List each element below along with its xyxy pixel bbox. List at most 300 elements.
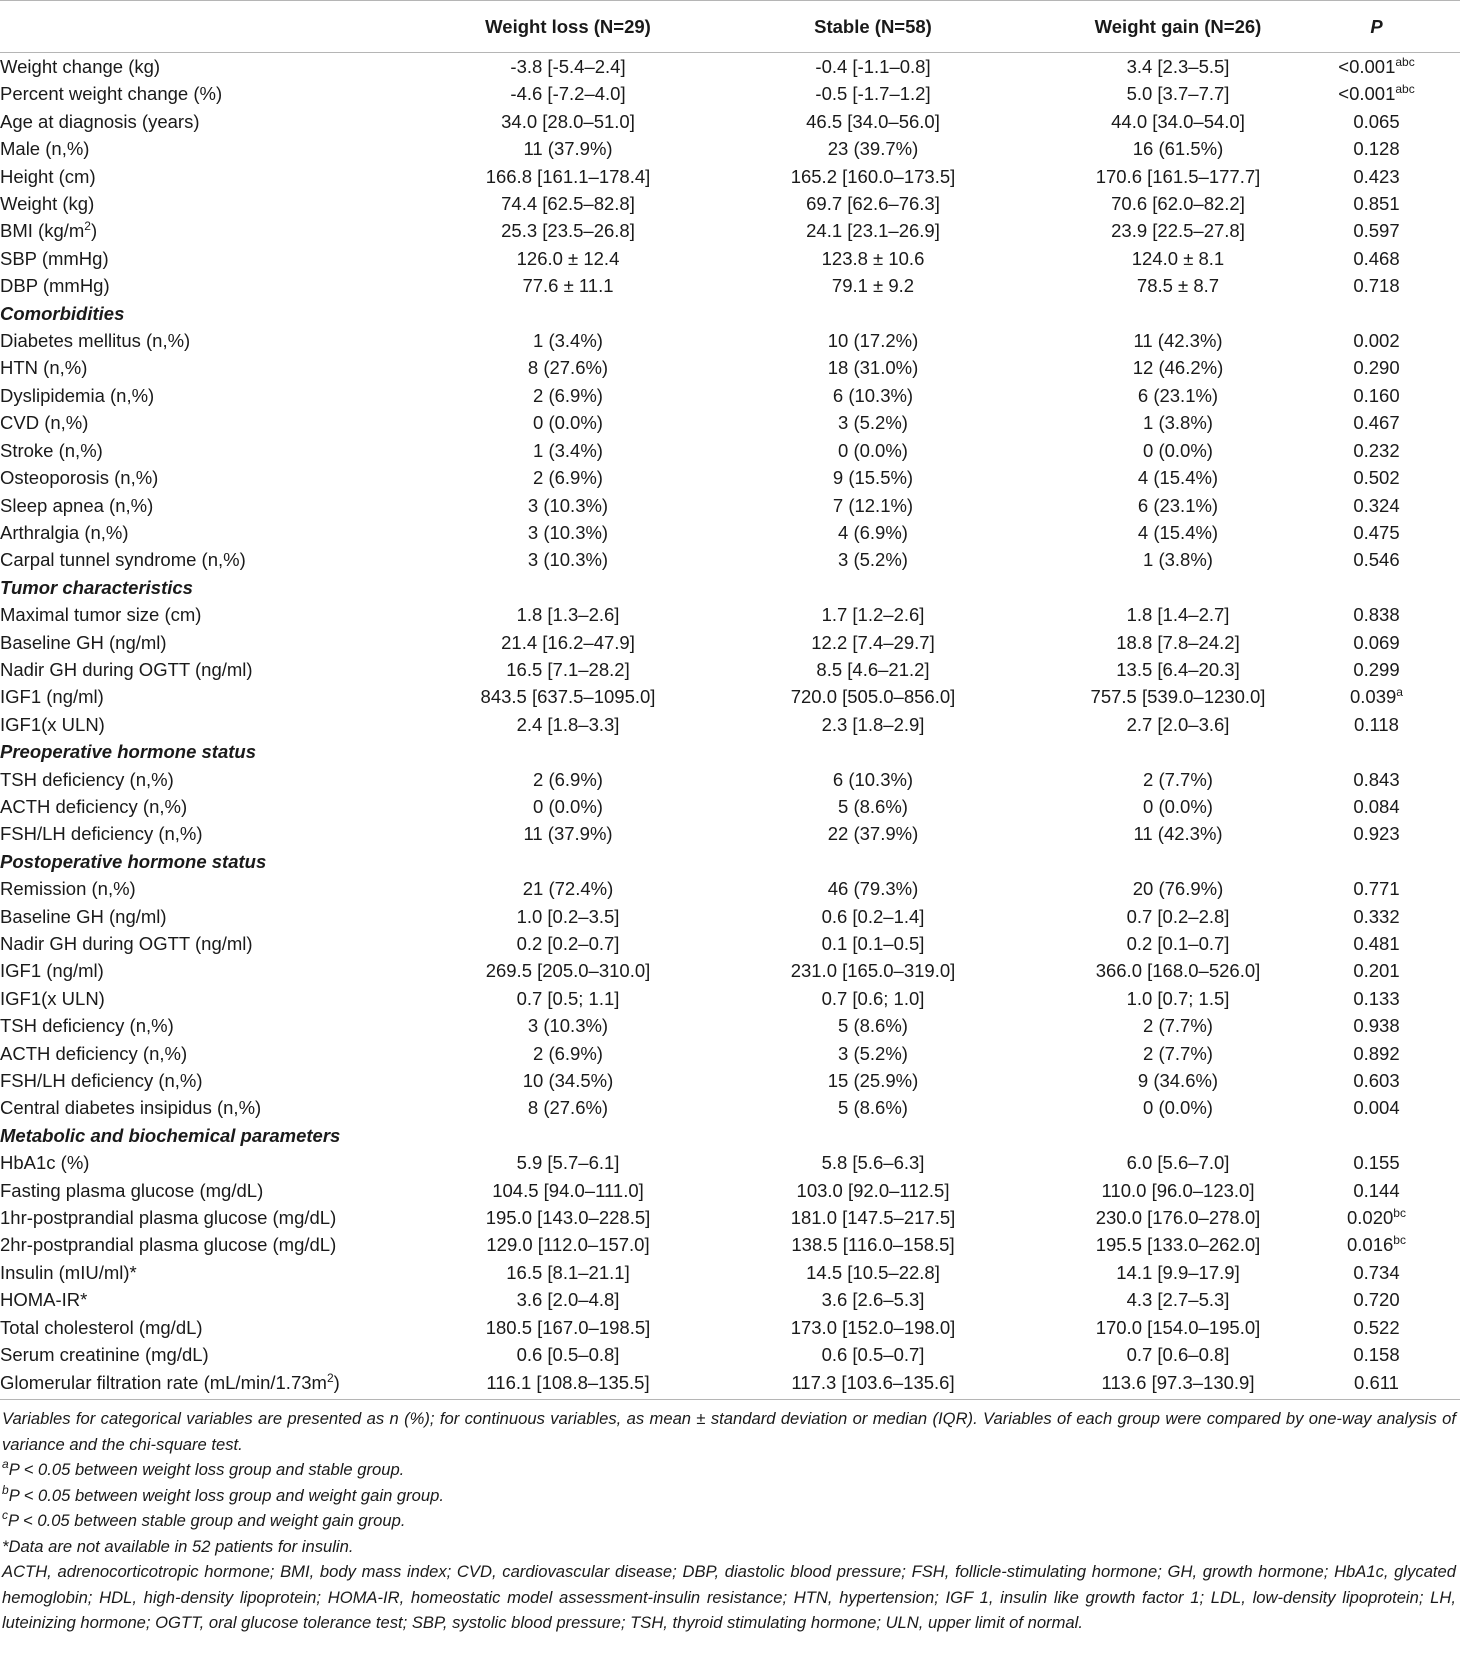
cell-stable: 0.6 [0.5–0.7] (821, 1344, 925, 1366)
row-label (0, 272, 453, 299)
p-value-text: 0.158 (1353, 1344, 1400, 1366)
row-label-text: Maximal tumor size (cm) (0, 604, 202, 626)
cell-stable: 123.8 ± 10.6 (821, 247, 925, 269)
table-row (0, 80, 1460, 107)
cell-weight-gain: 1 (3.8%) (1143, 412, 1213, 434)
cell-stable: 0 (0.0%) (838, 439, 908, 461)
cell-stable: 1.7 [1.2–2.6] (821, 604, 925, 626)
row-label (0, 629, 453, 656)
p-value-text: 0.201 (1353, 960, 1400, 982)
cell-weight-loss: 34.0 [28.0–51.0] (501, 110, 635, 132)
p-value-superscript: bc (1393, 1206, 1406, 1221)
row-label-text: HOMA-IR* (0, 1289, 88, 1311)
p-value-text: 0.020 (1347, 1207, 1394, 1229)
section-title: Tumor characteristics (0, 576, 193, 598)
row-label (0, 1369, 453, 1400)
cell-weight-loss: 11 (37.9%) (523, 138, 613, 160)
row-label-text: TSH deficiency (n,%) (0, 1015, 174, 1037)
cell-weight-gain: 12 (46.2%) (1132, 357, 1224, 379)
p-value-text: 0.603 (1353, 1070, 1400, 1092)
cell-p-value (1293, 903, 1460, 930)
table-row (0, 53, 1460, 81)
row-label (0, 1040, 453, 1067)
cell-weight-loss: 104.5 [94.0–111.0] (492, 1179, 644, 1201)
cell-weight-loss: 5.9 [5.7–6.1] (516, 1152, 620, 1174)
table-header (0, 1, 1460, 53)
cell-weight-loss: 25.3 [23.5–26.8] (501, 220, 635, 242)
cell-weight-gain: 11 (42.3%) (1133, 330, 1223, 352)
cell-weight-gain: 2.7 [2.0–3.6] (1126, 713, 1230, 735)
row-label-text: Age at diagnosis (years) (0, 110, 200, 132)
cell-weight-gain: 1.0 [0.7; 1.5] (1126, 987, 1230, 1009)
table-row (0, 1259, 1460, 1286)
cell-weight-gain: 78.5 ± 8.7 (1136, 275, 1220, 297)
cell-p-value (1293, 190, 1460, 217)
cell-stable: 8.5 [4.6–21.2] (816, 658, 930, 680)
row-label-text: ACTH deficiency (n,%) (0, 795, 188, 817)
cell-stable: 5 (8.6%) (838, 795, 908, 817)
cell-p-value (1293, 1204, 1460, 1231)
cell-weight-loss: 2.4 [1.8–3.3] (516, 713, 620, 735)
p-value-text: 0.002 (1353, 330, 1400, 352)
cell-p-value (1293, 245, 1460, 272)
cell-weight-loss: -3.8 [-5.4–2.4] (510, 56, 626, 77)
p-value-superscript: bc (1393, 1233, 1406, 1248)
cell-weight-loss: 8 (27.6%) (527, 357, 609, 379)
table-row (0, 1204, 1460, 1231)
cell-weight-loss: 3.6 [2.0–4.8] (516, 1289, 620, 1311)
cell-weight-gain: 230.0 [176.0–278.0] (1095, 1207, 1261, 1229)
p-value-text: 0.502 (1353, 467, 1400, 489)
cell-weight-gain: 70.6 [62.0–82.2] (1111, 193, 1245, 215)
row-label-text: DBP (mmHg) (0, 275, 110, 297)
cell-p-value (1293, 354, 1460, 381)
cell-stable: 231.0 [165.0–319.0] (790, 960, 956, 982)
row-label-tail: ) (90, 220, 98, 242)
footnote-c-marker: c (2, 1508, 8, 1522)
row-label (0, 217, 453, 244)
cell-weight-loss: 3 (10.3%) (527, 494, 609, 516)
cell-weight-loss: 2 (6.9%) (533, 1042, 603, 1064)
row-label-text: Baseline GH (ng/ml) (0, 631, 167, 653)
note-general: Variables for categorical variables are presented as n (%); for continuous variables, as mean ± standard deviation or median (IQR). Variables of each group were compared by one-way analysis of variance and the chi-square test. (2, 1409, 1456, 1454)
row-label (0, 1177, 453, 1204)
p-value-superscript: abc (1395, 55, 1415, 69)
cell-weight-loss: 1 (3.4%) (533, 330, 603, 352)
row-label-text: Stroke (n,%) (0, 439, 103, 461)
row-label-superscript: 2 (84, 219, 91, 234)
row-label-text: Osteoporosis (n,%) (0, 467, 159, 489)
cell-weight-gain: 0 (0.0%) (1143, 795, 1213, 817)
cell-weight-loss: 77.6 ± 11.1 (522, 275, 614, 297)
cell-weight-loss: 129.0 [112.0–157.0] (486, 1234, 650, 1256)
table-row (0, 163, 1460, 190)
row-label (0, 985, 453, 1012)
cell-stable: 15 (25.9%) (827, 1070, 919, 1092)
cell-weight-gain: 20 (76.9%) (1132, 878, 1224, 900)
p-value-text: 0.771 (1353, 878, 1400, 900)
table-row (0, 656, 1460, 683)
cell-stable: 0.7 [0.6; 1.0] (821, 987, 925, 1009)
cell-stable: 181.0 [147.5–217.5] (790, 1207, 956, 1229)
note-abbreviations: ACTH, adrenocorticotropic hormone; BMI, body mass index; CVD, cardiovascular disease; DBP, diastolic blood pressure; FSH, follicle-stimulating hormone; GH, growth hormone; HbA1c, glycated hemoglobin; HDL, high-density lipoprotein; HOMA-IR, homeostatic model assessment-insulin resistance; HTN, hypertension; IGF 1, insulin like growth factor 1; LDL, low-density lipoprotein; LH, luteinizing hormone; OGTT, oral glucose tolerance test; SBP, systolic blood pressure; TSH, thyroid stimulating hormone; ULN, upper limit of normal. (2, 1562, 1456, 1632)
cell-p-value (1293, 1231, 1460, 1258)
p-value-text: <0.001 (1338, 56, 1396, 77)
cell-stable: 22 (37.9%) (827, 823, 919, 845)
footnote-c (2, 1508, 1456, 1534)
table-row (0, 1231, 1460, 1258)
p-value-text: 0.892 (1353, 1042, 1400, 1064)
table-row (0, 519, 1460, 546)
table-row (0, 1012, 1460, 1039)
cell-stable: 173.0 [152.0–198.0] (790, 1316, 956, 1338)
table-row (0, 766, 1460, 793)
cell-p-value (1293, 1012, 1460, 1039)
cell-stable: 79.1 ± 9.2 (831, 275, 915, 297)
cell-stable: 0.1 [0.1–0.5] (821, 933, 925, 954)
cell-weight-gain: 0.7 [0.2–2.8] (1126, 905, 1230, 927)
cell-weight-loss: 0 (0.0%) (533, 412, 603, 434)
row-label-tail: ) (333, 1371, 340, 1393)
row-label (0, 1231, 453, 1258)
p-value-text: 0.475 (1353, 521, 1400, 543)
p-value-text: 0.004 (1353, 1097, 1400, 1119)
row-label (0, 190, 453, 217)
cell-weight-gain: 44.0 [34.0–54.0] (1111, 110, 1245, 132)
cell-p-value (1293, 519, 1460, 546)
cell-weight-gain: 1.8 [1.4–2.7] (1126, 604, 1230, 626)
cell-weight-loss: -4.6 [-7.2–4.0] (510, 83, 626, 105)
cell-weight-gain: 170.0 [154.0–195.0] (1095, 1316, 1261, 1338)
cell-weight-gain: 195.5 [133.0–262.0] (1095, 1234, 1261, 1256)
cell-weight-loss: 3 (10.3%) (527, 521, 609, 543)
row-label-text: Weight change (kg) (0, 56, 161, 77)
p-value-text: 0.332 (1353, 905, 1400, 927)
row-label-text: Central diabetes insipidus (n,%) (0, 1097, 262, 1119)
footnote-b-marker: b (2, 1482, 9, 1497)
footnote-a-marker: a (2, 1457, 9, 1471)
p-value-text: 0.718 (1353, 275, 1400, 297)
cell-stable: 69.7 [62.6–76.3] (806, 193, 940, 215)
p-value-text: 0.039 (1350, 686, 1397, 708)
cell-p-value (1293, 53, 1460, 81)
cell-weight-gain: 170.6 [161.5–177.7] (1095, 165, 1261, 187)
cell-weight-gain: 110.0 [96.0–123.0] (1101, 1179, 1255, 1201)
cell-p-value (1293, 957, 1460, 984)
cell-weight-loss: 3 (10.3%) (527, 1015, 609, 1037)
table-row (0, 820, 1460, 847)
cell-weight-gain: 11 (42.3%) (1133, 823, 1223, 845)
cell-weight-loss: 269.5 [205.0–310.0] (485, 960, 651, 982)
row-label-text: SBP (mmHg) (0, 247, 109, 269)
cell-p-value (1293, 327, 1460, 354)
cell-p-value (1293, 1259, 1460, 1286)
cell-weight-loss: 21 (72.4%) (522, 878, 614, 900)
cell-p-value (1293, 629, 1460, 656)
table-row (0, 629, 1460, 656)
cell-stable: 3 (5.2%) (838, 549, 908, 571)
section-header-row (0, 300, 1460, 327)
section-title: Comorbidities (0, 302, 125, 324)
table-row (0, 875, 1460, 902)
row-label-text: IGF1(x ULN) (0, 987, 105, 1009)
p-value-text: 0.155 (1353, 1152, 1400, 1174)
cell-weight-loss: 3 (10.3%) (527, 549, 609, 571)
row-label-text: Diabetes mellitus (n,%) (0, 330, 191, 352)
row-label-text: IGF1 (ng/ml) (0, 686, 104, 708)
footnote-b (2, 1483, 1456, 1509)
p-value-text: 0.299 (1353, 658, 1400, 680)
p-value-text: 0.611 (1354, 1371, 1399, 1393)
row-label (0, 437, 453, 464)
row-label (0, 1149, 453, 1176)
p-value-text: 0.016 (1347, 1234, 1394, 1256)
row-label-text: FSH/LH deficiency (n,%) (0, 823, 203, 845)
row-label-text: BMI (kg/m (0, 220, 85, 242)
row-label-superscript: 2 (326, 1370, 334, 1385)
row-label (0, 80, 453, 107)
row-label (0, 519, 453, 546)
row-label-text: IGF1 (ng/ml) (0, 960, 104, 982)
cell-weight-loss: 11 (37.9%) (523, 823, 613, 845)
section-title: Postoperative hormone status (0, 850, 267, 872)
row-label (0, 1012, 453, 1039)
cell-weight-loss: 8 (27.6%) (527, 1097, 609, 1119)
cell-weight-gain: 2 (7.7%) (1143, 1042, 1213, 1064)
cell-stable: 138.5 [116.0–158.5] (791, 1234, 955, 1256)
cell-stable: 165.2 [160.0–173.5] (790, 165, 956, 187)
p-value-superscript: abc (1395, 82, 1415, 97)
cell-stable: 9 (15.5%) (832, 467, 914, 489)
cell-weight-gain: 16 (61.5%) (1132, 138, 1224, 160)
table-row (0, 464, 1460, 491)
cell-weight-loss: 2 (6.9%) (533, 467, 603, 489)
cell-weight-loss: 1 (3.4%) (533, 439, 603, 461)
cell-weight-gain: 4.3 [2.7–5.3] (1126, 1289, 1230, 1311)
table-row (0, 1094, 1460, 1121)
cell-weight-loss: 2 (6.9%) (533, 384, 603, 406)
cell-stable: 6 (10.3%) (832, 768, 914, 790)
row-label (0, 820, 453, 847)
row-label (0, 875, 453, 902)
cell-p-value (1293, 766, 1460, 793)
row-label-text: Weight (kg) (0, 193, 95, 215)
p-value-text: 0.065 (1353, 110, 1400, 132)
cell-weight-loss: 1.0 [0.2–3.5] (516, 905, 620, 927)
cell-weight-loss: 843.5 [637.5–1095.0] (480, 686, 656, 708)
table-row (0, 683, 1460, 710)
cell-p-value (1293, 492, 1460, 519)
p-value-text: 0.128 (1353, 138, 1400, 160)
cell-weight-gain: 13.5 [6.4–20.3] (1116, 658, 1240, 680)
row-label-text: Dyslipidemia (n,%) (0, 384, 155, 406)
cell-p-value (1293, 1040, 1460, 1067)
cell-p-value (1293, 875, 1460, 902)
cell-p-value (1293, 1067, 1460, 1094)
table-row (0, 601, 1460, 628)
row-label-text: 1hr-postprandial plasma glucose (mg/dL) (0, 1207, 337, 1229)
row-label-text: Carpal tunnel syndrome (n,%) (0, 549, 246, 571)
table-row (0, 1067, 1460, 1094)
table-row (0, 1149, 1460, 1176)
cell-stable: 720.0 [505.0–856.0] (790, 686, 956, 708)
cell-weight-loss: 0.7 [0.5; 1.1] (516, 987, 620, 1009)
table-notes (2, 1406, 1456, 1636)
cell-p-value (1293, 711, 1460, 738)
cell-stable: 5 (8.6%) (838, 1097, 908, 1119)
cell-p-value (1293, 656, 1460, 683)
p-value-superscript: a (1396, 685, 1403, 700)
row-label-text: Sleep apnea (n,%) (0, 494, 154, 516)
row-label-text: Nadir GH during OGTT (ng/ml) (0, 658, 253, 680)
cell-weight-gain: 3.4 [2.3–5.5] (1126, 56, 1230, 77)
table-row (0, 135, 1460, 162)
row-label-text: Fasting plasma glucose (mg/dL) (0, 1179, 264, 1201)
cell-stable: 3.6 [2.6–5.3] (821, 1289, 925, 1311)
section-header-row (0, 574, 1460, 601)
footnote-b-text: P < 0.05 between weight loss group and weight gain group. (8, 1485, 444, 1505)
footnote-a-text: P < 0.05 between weight loss group and stable group. (8, 1460, 405, 1479)
table-row (0, 1177, 1460, 1204)
p-value-text: 0.734 (1353, 1261, 1400, 1283)
row-label-text: Height (cm) (0, 165, 96, 187)
row-label-text: FSH/LH deficiency (n,%) (0, 1070, 203, 1092)
section-header-row (0, 848, 1460, 875)
cell-p-value (1293, 820, 1460, 847)
table-row (0, 1040, 1460, 1067)
p-value-text: <0.001 (1338, 83, 1396, 105)
cell-p-value (1293, 437, 1460, 464)
row-label-text: ACTH deficiency (n,%) (0, 1042, 188, 1064)
p-value-text: 0.843 (1353, 768, 1400, 790)
cell-p-value (1293, 601, 1460, 628)
cell-weight-gain: 6.0 [5.6–7.0] (1126, 1152, 1230, 1174)
cell-stable: 24.1 [23.1–26.9] (806, 220, 940, 242)
cell-p-value (1293, 409, 1460, 436)
cell-p-value (1293, 1094, 1460, 1121)
cell-stable: -0.4 [-1.1–0.8] (815, 56, 931, 77)
section-header-row (0, 1122, 1460, 1149)
row-label (0, 711, 453, 738)
row-label-text: Percent weight change (%) (0, 83, 223, 105)
table-row (0, 711, 1460, 738)
row-label (0, 382, 453, 409)
cell-weight-gain: 6 (23.1%) (1137, 494, 1219, 516)
table-row (0, 903, 1460, 930)
row-label-text: Baseline GH (ng/ml) (0, 905, 167, 927)
cell-stable: 3 (5.2%) (838, 412, 908, 434)
p-value-text: 0.084 (1353, 795, 1400, 817)
cell-weight-gain: 113.6 [97.3–130.9] (1063, 1369, 1293, 1400)
cell-p-value (1293, 930, 1460, 957)
cell-weight-loss: 180.5 [167.0–198.5] (485, 1316, 651, 1338)
column-header-weight-loss: Weight loss (N=29) (453, 1, 683, 53)
row-label (0, 1067, 453, 1094)
p-value-text: 0.597 (1353, 220, 1400, 242)
cell-weight-gain: 4 (15.4%) (1137, 521, 1219, 543)
p-value-text: 0.546 (1353, 549, 1400, 571)
section-header-row (0, 738, 1460, 765)
cell-p-value (1293, 1177, 1460, 1204)
p-value-text: 0.720 (1353, 1289, 1400, 1311)
table-row (0, 327, 1460, 354)
cell-weight-gain: 124.0 ± 8.1 (1131, 247, 1225, 269)
cell-p-value (1293, 1286, 1460, 1313)
cell-weight-loss: 1.8 [1.3–2.6] (516, 604, 620, 626)
cell-weight-loss: 21.4 [16.2–47.9] (501, 631, 635, 653)
cell-stable: 117.3 [103.6–135.6] (683, 1369, 1063, 1400)
row-label (0, 957, 453, 984)
row-label-text: Serum creatinine (mg/dL) (0, 1344, 209, 1366)
row-label-text: Glomerular filtration rate (mL/min/1.73m (0, 1371, 327, 1393)
row-label (0, 1259, 453, 1286)
table-row (0, 354, 1460, 381)
row-label (0, 1204, 453, 1231)
row-label (0, 327, 453, 354)
cell-stable: 12.2 [7.4–29.7] (811, 631, 935, 653)
p-value-text: 0.118 (1354, 713, 1399, 735)
row-label (0, 903, 453, 930)
cell-p-value (1293, 217, 1460, 244)
row-label (0, 108, 453, 135)
cell-weight-loss: 10 (34.5%) (522, 1070, 614, 1092)
cell-stable: 5.8 [5.6–6.3] (821, 1152, 925, 1174)
cell-p-value (1293, 464, 1460, 491)
cell-p-value (1293, 683, 1460, 710)
footnote-a (2, 1457, 1456, 1483)
cell-weight-loss: 126.0 ± 12.4 (516, 247, 620, 269)
row-label (0, 135, 453, 162)
row-label-text: Arthralgia (n,%) (0, 521, 129, 543)
cell-stable: 14.5 [10.5–22.8] (806, 1261, 940, 1283)
cell-stable: 18 (31.0%) (827, 357, 919, 379)
row-label-text: Insulin (mIU/ml)* (0, 1261, 137, 1283)
row-label (0, 409, 453, 436)
cell-p-value (1293, 135, 1460, 162)
table-row (0, 930, 1460, 957)
cell-weight-loss: 0 (0.0%) (533, 795, 603, 817)
cell-p-value (1293, 80, 1460, 107)
cell-p-value (1293, 272, 1460, 299)
cell-weight-loss: 16.5 [8.1–21.1] (506, 1261, 630, 1283)
cell-weight-gain: 4 (15.4%) (1137, 467, 1219, 489)
cell-weight-loss: 74.4 [62.5–82.8] (501, 193, 635, 215)
p-value-text: 0.160 (1353, 384, 1400, 406)
cell-weight-loss: 0.6 [0.5–0.8] (516, 1344, 620, 1366)
p-value-text: 0.133 (1353, 987, 1400, 1009)
row-label-text: Nadir GH during OGTT (ng/ml) (0, 933, 253, 954)
p-value-text: 0.069 (1353, 631, 1400, 653)
p-value-text: 0.324 (1353, 494, 1400, 516)
row-label-text: CVD (n,%) (0, 412, 89, 434)
cell-stable: -0.5 [-1.7–1.2] (815, 83, 931, 105)
p-value-text: 0.467 (1353, 412, 1400, 434)
row-label (0, 1341, 453, 1368)
section-title: Preoperative hormone status (0, 741, 256, 763)
cell-weight-gain: 9 (34.6%) (1137, 1070, 1219, 1092)
row-label (0, 656, 453, 683)
row-label (0, 1286, 453, 1313)
cell-weight-gain: 0 (0.0%) (1143, 1097, 1213, 1119)
table-row (0, 217, 1460, 244)
table-row (0, 108, 1460, 135)
row-label-text: TSH deficiency (n,%) (0, 768, 174, 790)
row-label (0, 53, 453, 81)
row-label (0, 1094, 453, 1121)
cell-p-value (1293, 1314, 1460, 1341)
cell-stable: 3 (5.2%) (838, 1042, 908, 1064)
cell-weight-gain: 1 (3.8%) (1143, 549, 1213, 571)
